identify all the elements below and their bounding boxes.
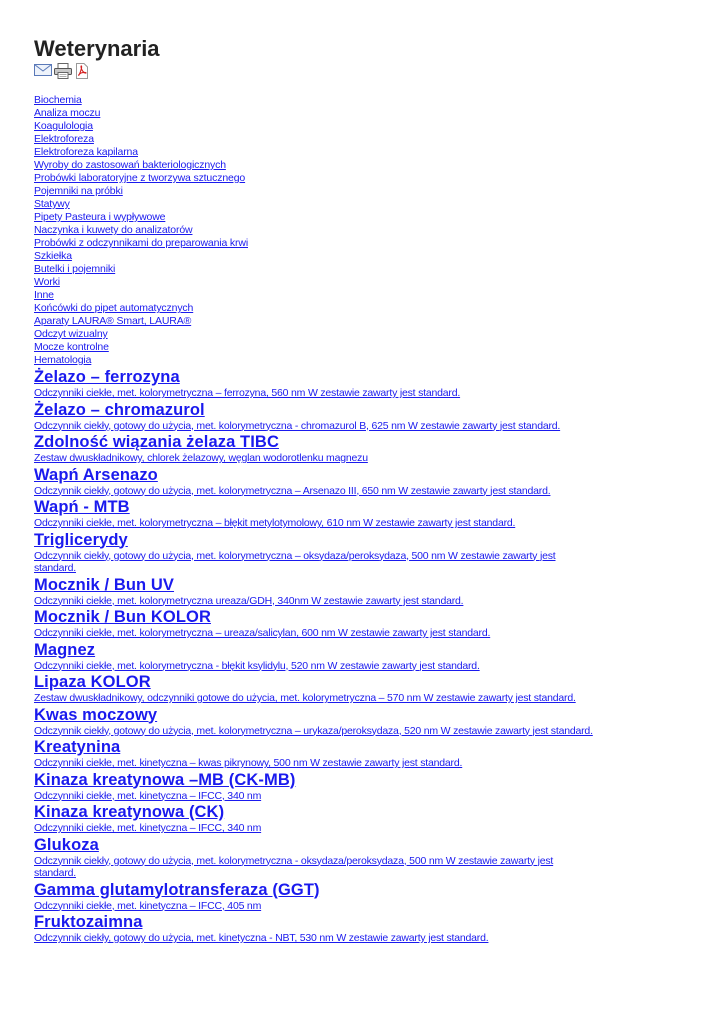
product-title-link[interactable]: Lipaza KOLOR bbox=[34, 673, 151, 691]
product-title-link[interactable]: Wapń Arsenazo bbox=[34, 465, 158, 484]
product-item bbox=[34, 575, 594, 608]
product-item bbox=[34, 835, 594, 880]
product-title-link[interactable]: Kwas moczowy bbox=[34, 705, 158, 724]
pdf-icon[interactable] bbox=[74, 63, 92, 79]
print-icon[interactable] bbox=[54, 63, 72, 79]
product-item bbox=[34, 770, 594, 803]
product-description-link[interactable]: Zestaw dwuskładnikowy, odczynniki gotowe do użycia, met. kolorymetryczna – 570 nm W zestawie zawarty jest standard. bbox=[34, 692, 576, 704]
product-description-link[interactable]: Odczynnik ciekły, gotowy do użycia, met. kinetyczna - NBT, 530 nm W zestawie zawarty jest standard. bbox=[34, 932, 489, 944]
category-link[interactable]: Elektroforeza bbox=[34, 133, 94, 145]
category-link[interactable]: Hematologia bbox=[34, 354, 92, 366]
product-item bbox=[34, 672, 594, 705]
product-item bbox=[34, 802, 594, 835]
toolbar bbox=[34, 62, 594, 80]
category-link[interactable]: Inne bbox=[34, 289, 54, 301]
product-description-link[interactable]: Odczynniki ciekłe, met. kolorymetryczna – błękit metylotymolowy, 610 nm W zestawie zawarty jest standard. bbox=[34, 517, 516, 529]
product-description-link[interactable]: Odczynniki ciekłe, met. kolorymetryczna – ferrozyna, 560 nm W zestawie zawarty jest standard. bbox=[34, 387, 461, 399]
product-description-link[interactable]: Odczynnik ciekły, gotowy do użycia, met. kolorymetryczna - chromazurol B, 625 nm W zestawie zawarty jest standard. bbox=[34, 419, 561, 432]
category-link[interactable]: Wyroby do zastosowań bakteriologicznych bbox=[34, 159, 226, 171]
product-description-link[interactable]: Odczynniki ciekłe, met. kinetyczna – IFCC, 340 nm bbox=[34, 822, 262, 834]
product-description-link[interactable]: Odczynniki ciekłe, met. kinetyczna – kwas pikrynowy, 500 nm W zestawie zawarty jest standard. bbox=[34, 757, 463, 769]
product-title-link[interactable]: Fruktozaimna bbox=[34, 913, 143, 931]
product-title-link[interactable]: Mocznik / Bun KOLOR bbox=[34, 608, 211, 626]
category-link[interactable]: Naczynka i kuwety do analizatorów bbox=[34, 224, 193, 236]
category-link[interactable]: Koagulologia bbox=[34, 120, 93, 132]
product-title-link[interactable]: Żelazo – chromazurol bbox=[34, 400, 205, 419]
product-title-link[interactable]: Kinaza kreatynowa (CK) bbox=[34, 803, 225, 821]
product-title-link[interactable]: Triglicerydy bbox=[34, 530, 128, 549]
product-description-link[interactable]: Odczynnik ciekły, gotowy do użycia, met. kolorymetryczna – oksydaza/peroksydaza, 500 nm W zestawie zawarty jest standard. bbox=[34, 549, 556, 574]
product-list bbox=[34, 367, 594, 945]
category-link[interactable]: Końcówki do pipet automatycznych bbox=[34, 302, 194, 314]
product-description-link[interactable]: Odczynnik ciekły, gotowy do użycia, met. kolorymetryczna - oksydaza/peroksydaza, 500 nm W zestawie zawarty jest standard. bbox=[34, 854, 554, 879]
product-title-link[interactable]: Glukoza bbox=[34, 835, 99, 854]
product-title-link[interactable]: Żelazo – ferrozyna bbox=[34, 368, 180, 386]
category-link[interactable]: Pojemniki na próbki bbox=[34, 185, 123, 197]
category-link[interactable]: Mocze kontrolne bbox=[34, 341, 109, 353]
product-item bbox=[34, 607, 594, 640]
product-title-link[interactable]: Zdolność wiązania żelaza TIBC bbox=[34, 433, 279, 451]
product-description-link[interactable]: Odczynnik ciekły, gotowy do użycia, met. kolorymetryczna – urykaza/peroksydaza, 520 nm W zestawie zawarty jest standard. bbox=[34, 724, 593, 737]
product-description-link[interactable]: Odczynniki ciekłe, met. kolorymetryczna – ureaza/salicylan, 600 nm W zestawie zawarty jest standard. bbox=[34, 627, 491, 639]
category-link[interactable]: Butelki i pojemniki bbox=[34, 263, 116, 275]
product-title-link[interactable]: Kreatynina bbox=[34, 738, 121, 756]
product-item bbox=[34, 705, 594, 738]
category-link[interactable]: Probówki laboratoryjne z tworzywa sztucznego bbox=[34, 172, 246, 184]
page-title: Weterynaria bbox=[34, 36, 160, 61]
category-link[interactable]: Probówki z odczynnikami do preparowania krwi bbox=[34, 237, 248, 249]
product-item bbox=[34, 465, 594, 498]
category-link[interactable]: Elektroforeza kapilarna bbox=[34, 146, 138, 158]
product-item bbox=[34, 880, 594, 913]
category-link[interactable]: Analiza moczu bbox=[34, 107, 101, 119]
product-title-link[interactable]: Wapń - MTB bbox=[34, 498, 130, 516]
product-title-link[interactable]: Mocznik / Bun UV bbox=[34, 575, 175, 594]
category-link[interactable]: Odczyt wizualny bbox=[34, 328, 108, 340]
email-icon[interactable] bbox=[34, 63, 52, 79]
category-link[interactable]: Pipety Pasteura i wypływowe bbox=[34, 211, 166, 223]
product-item bbox=[34, 737, 594, 770]
category-list bbox=[34, 94, 594, 367]
product-item bbox=[34, 367, 594, 400]
product-item bbox=[34, 912, 594, 945]
category-link[interactable]: Statywy bbox=[34, 198, 70, 210]
product-item bbox=[34, 400, 594, 433]
category-link[interactable]: Biochemia bbox=[34, 94, 82, 106]
product-description-link[interactable]: Zestaw dwuskładnikowy, chlorek żelazowy, węglan wodorotlenku magnezu bbox=[34, 452, 368, 464]
category-link[interactable]: Szkiełka bbox=[34, 250, 72, 262]
product-item bbox=[34, 530, 594, 575]
product-description-link[interactable]: Odczynniki ciekłe, met. kolorymetryczna - błękit ksylidylu, 520 nm W zestawie zawarty jest standard. bbox=[34, 659, 480, 672]
product-title-link[interactable]: Magnez bbox=[34, 640, 96, 659]
product-item bbox=[34, 432, 594, 465]
product-title-link[interactable]: Kinaza kreatynowa –MB (CK-MB) bbox=[34, 770, 296, 789]
product-description-link[interactable]: Odczynniki ciekłe, met. kinetyczna – IFCC, 405 nm bbox=[34, 899, 262, 912]
product-item bbox=[34, 640, 594, 673]
product-title-link[interactable]: Gamma glutamylotransferaza (GGT) bbox=[34, 880, 320, 899]
product-description-link[interactable]: Odczynniki ciekłe, met. kinetyczna – IFCC, 340 nm bbox=[34, 789, 262, 802]
product-description-link[interactable]: Odczynnik ciekły, gotowy do użycia, met. kolorymetryczna – Arsenazo III, 650 nm W zestawie zawarty jest standard. bbox=[34, 484, 551, 497]
category-link[interactable]: Aparaty LAURA® Smart, LAURA® bbox=[34, 315, 192, 327]
product-description-link[interactable]: Odczynniki ciekłe, met. kolorymetryczna ureaza/GDH, 340nm W zestawie zawarty jest standard. bbox=[34, 594, 464, 607]
category-link[interactable]: Worki bbox=[34, 276, 60, 288]
product-item bbox=[34, 497, 594, 530]
